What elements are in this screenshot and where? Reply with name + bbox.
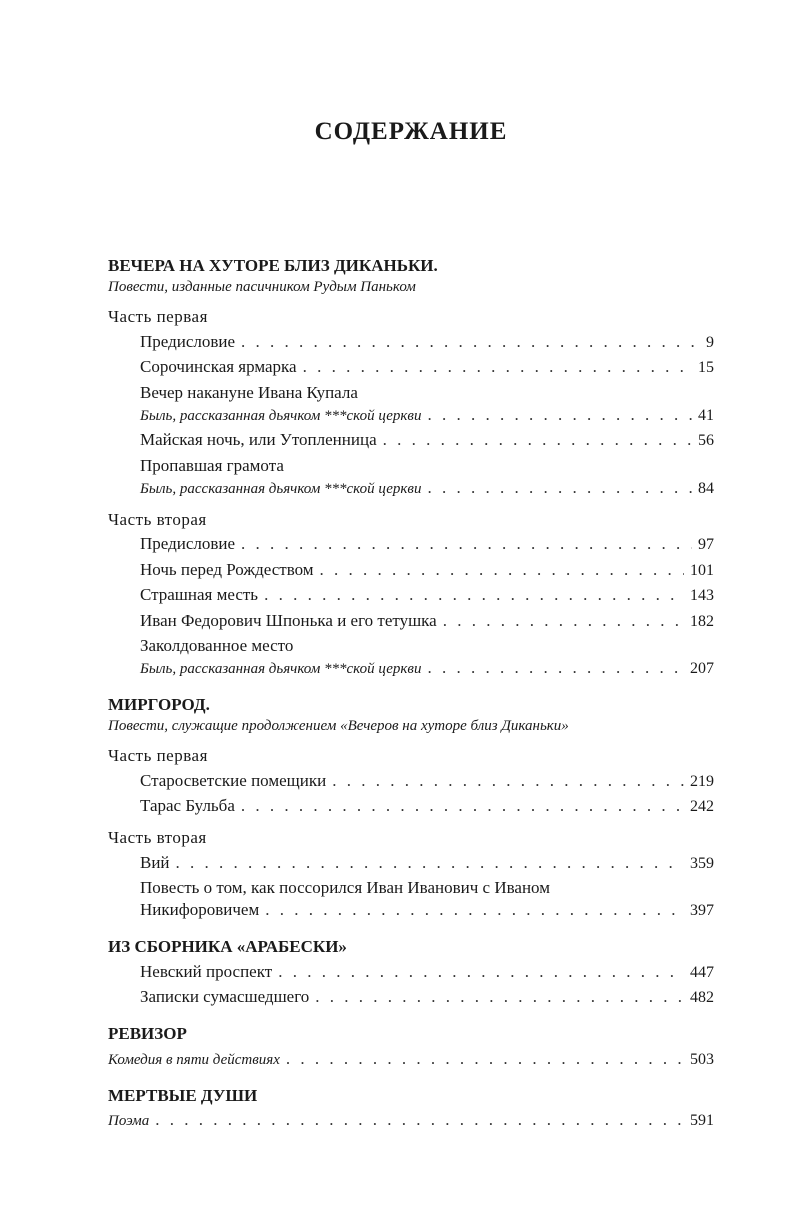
entry-row (140, 584, 714, 607)
section-subtitle: Повести, изданные пасичником Рудым Паньком (108, 279, 416, 295)
page-number: 219 (690, 772, 714, 790)
toc-entry[interactable] (108, 961, 714, 984)
part-label: Часть первая (108, 307, 208, 326)
page-number: 207 (690, 660, 714, 677)
section-title: МЕРТВЫЕ ДУШИ (108, 1085, 258, 1105)
page-number: 503 (690, 1050, 714, 1068)
entry-row (140, 356, 714, 379)
entry-title: Тарас Бульба (140, 796, 235, 815)
dot-leader (241, 331, 700, 353)
dot-leader (383, 429, 692, 451)
dot-leader (265, 899, 684, 921)
page-number: 591 (690, 1112, 714, 1129)
entry-row (140, 852, 714, 875)
dot-leader (332, 770, 684, 792)
page-number: 242 (690, 798, 714, 815)
entry-row (108, 1109, 714, 1132)
page-number: 41 (698, 406, 714, 424)
entry-title: Поэма (108, 1113, 150, 1129)
entry-title: Записки сумасшедшего (140, 987, 310, 1006)
dot-leader (320, 559, 684, 581)
page-number: 101 (690, 561, 714, 579)
entry-title: Повесть о том, как поссорился Иван Иванович с Иваном (140, 878, 550, 897)
entry-cont-row (140, 899, 714, 922)
toc-entry[interactable] (108, 1048, 714, 1071)
toc-entry[interactable] (108, 455, 714, 500)
entry-row (140, 770, 714, 793)
entry-title: Вечер накануне Ивана Купала (140, 382, 358, 402)
entry-row (140, 795, 714, 818)
page-number: 97 (698, 536, 714, 553)
toc-entry[interactable] (108, 429, 714, 452)
dot-leader (278, 961, 684, 983)
entry-note-title: Быль, рассказанная дьячком ***ской церкви (140, 661, 422, 677)
dot-leader (286, 1048, 684, 1070)
toc-entry[interactable] (108, 986, 714, 1009)
toc-entry[interactable] (108, 1109, 714, 1132)
entry-note-row (140, 477, 714, 500)
toc-entry[interactable] (108, 635, 714, 680)
page-number: 359 (690, 854, 714, 872)
entry-title: Вий (140, 852, 170, 872)
toc-entry[interactable] (108, 877, 714, 922)
page-number: 56 (698, 432, 714, 449)
page-number: 143 (690, 587, 714, 604)
part-label: Часть первая (108, 746, 208, 765)
entry-title: Пропавшая грамота (140, 455, 284, 475)
entry-row (140, 533, 714, 556)
dot-leader (427, 404, 692, 426)
entry-row (140, 429, 714, 452)
entry-title: Майская ночь, или Утопленница (140, 430, 377, 449)
entry-row (140, 610, 714, 633)
section-title: ВЕЧЕРА НА ХУТОРЕ БЛИЗ ДИКАНЬКИ. (108, 256, 438, 275)
entry-title: Невский проспект (140, 961, 273, 981)
section-title: РЕВИЗОР (108, 1024, 187, 1043)
entry-title: Сорочинская ярмарка (140, 357, 297, 376)
entry-cont-title: Никифоровичем (140, 900, 260, 919)
dot-leader (264, 584, 684, 606)
entry-title: Предисловие (140, 534, 236, 553)
entry-title: Иван Федорович Шпонька и его тетушка (140, 610, 437, 630)
entry-title: Страшная месть (140, 585, 259, 604)
dot-leader (241, 533, 692, 555)
section-title: МИРГОРОД. (108, 695, 210, 714)
page-number: 482 (690, 989, 714, 1006)
page-number: 182 (690, 612, 714, 630)
dot-leader (427, 477, 692, 499)
toc-entry[interactable] (108, 852, 714, 875)
page-number: 84 (698, 479, 714, 497)
dot-leader (443, 610, 684, 632)
entry-row (108, 1048, 714, 1071)
page-number: 397 (690, 902, 714, 919)
toc-entry[interactable] (108, 331, 714, 354)
page-number: 447 (690, 963, 714, 981)
dot-leader (315, 986, 684, 1008)
entry-title: Заколдованное место (140, 636, 294, 655)
section-title: ИЗ СБОРНИКА «АРАБЕСКИ» (108, 937, 347, 956)
entry-note-title: Быль, рассказанная дьячком ***ской церкви (140, 407, 422, 424)
entry-note-title: Быль, рассказанная дьячком ***ской церкви (140, 480, 422, 497)
toc-entry[interactable] (108, 610, 714, 633)
dot-leader (155, 1109, 684, 1131)
entry-row (140, 559, 714, 582)
entry-title: Старосветские помещики (140, 770, 327, 790)
toc-entry[interactable] (108, 356, 714, 379)
entry-row (140, 331, 714, 354)
toc-entry[interactable] (108, 770, 714, 793)
toc-entry[interactable] (108, 584, 714, 607)
dot-leader (427, 657, 684, 679)
toc-entry[interactable] (108, 533, 714, 556)
entry-row (140, 986, 714, 1009)
page-number: 9 (706, 333, 714, 351)
part-label: Часть вторая (108, 509, 207, 529)
section-subtitle: Повести, служащие продолжением «Вечеров на хуторе близ Диканьки» (108, 718, 569, 734)
part-label: Часть вторая (108, 828, 207, 847)
table-of-contents (108, 255, 714, 1132)
entry-row (140, 961, 714, 984)
dot-leader (303, 356, 692, 378)
toc-entry[interactable] (108, 382, 714, 427)
page-title: СОДЕРЖАНИЕ (314, 118, 508, 145)
dot-leader (241, 795, 684, 817)
entry-title: Ночь перед Рождеством (140, 559, 314, 579)
page-number: 15 (698, 359, 714, 376)
toc-entry[interactable] (108, 795, 714, 818)
toc-entry[interactable] (108, 559, 714, 582)
entry-title: Комедия в пяти действиях (108, 1051, 280, 1068)
entry-note-row (140, 404, 714, 427)
dot-leader (176, 852, 684, 874)
entry-note-row (140, 657, 714, 680)
entry-title: Предисловие (140, 331, 236, 351)
